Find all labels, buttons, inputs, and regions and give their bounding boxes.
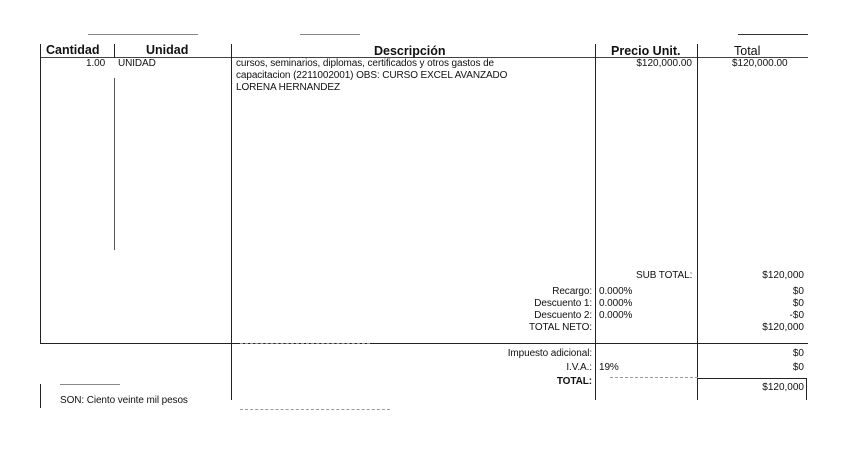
total-dashed-line — [610, 377, 698, 378]
iva-pct: 19% — [599, 362, 619, 373]
item-total: $120,000.00 — [732, 58, 788, 69]
header-descripcion: Descripción — [374, 44, 446, 58]
bottom-left-border — [40, 384, 41, 408]
iva-label: I.V.A.: — [566, 362, 592, 373]
header-cantidad: Cantidad — [46, 43, 100, 57]
impuesto-adicional-value: $0 — [792, 348, 804, 359]
item-descripcion-line-3: LORENA HERNANDEZ — [236, 82, 340, 93]
header-top-faint-line-3 — [738, 34, 808, 35]
iva-value: $0 — [792, 362, 804, 373]
unidad-col-left-border — [114, 44, 115, 58]
neto-dashed-line — [240, 343, 370, 344]
total-top-line — [697, 378, 807, 379]
son-amount-in-words: SON: Ciento veinte mil pesos — [60, 395, 188, 406]
descuento2-value: -$0 — [789, 310, 804, 321]
recargo-value: $0 — [792, 286, 804, 297]
descripcion-col-left-border — [231, 44, 232, 400]
subtotal-value: $120,000 — [762, 270, 804, 281]
left-border — [40, 44, 41, 344]
header-precio-unit: Precio Unit. — [611, 44, 681, 58]
recargo-pct: 0.000% — [599, 286, 633, 297]
header-unidad: Unidad — [146, 43, 189, 57]
header-total: Total — [734, 44, 761, 58]
subtotal-label: SUB TOTAL: — [636, 270, 693, 281]
son-dashed-line — [240, 409, 390, 410]
recargo-label: Recargo: — [552, 286, 592, 297]
item-descripcion-line-1: cursos, seminarios, diplomas, certificados y otros gastos de — [236, 58, 494, 69]
item-descripcion-line-2: capacitacion (2211002001) OBS: CURSO EXCEL AVANZADO — [236, 70, 508, 81]
descuento1-value: $0 — [792, 298, 804, 309]
total-neto-value: $120,000 — [762, 322, 804, 333]
total-value: $120,000 — [762, 382, 804, 393]
descuento2-pct: 0.000% — [599, 310, 633, 321]
cantidad-unidad-divider — [114, 78, 115, 250]
header-top-faint-line — [88, 34, 198, 35]
total-col-left-border — [697, 44, 698, 400]
bottom-left-faint-line — [60, 384, 120, 385]
descuento1-label: Descuento 1: — [534, 298, 592, 309]
item-unidad: UNIDAD — [118, 58, 156, 69]
item-precio-unit: $120,000.00 — [636, 58, 692, 69]
right-border-total — [806, 378, 807, 400]
precio-col-left-border — [595, 44, 596, 400]
header-top-faint-line-2 — [300, 34, 360, 35]
item-cantidad: 1.00 — [86, 58, 106, 69]
total-neto-underline — [40, 343, 808, 344]
descuento1-pct: 0.000% — [599, 298, 633, 309]
impuesto-adicional-label: Impuesto adicional: — [507, 348, 592, 359]
total-neto-label: TOTAL NETO: — [529, 322, 592, 333]
descuento2-label: Descuento 2: — [534, 310, 592, 321]
total-label: TOTAL: — [556, 376, 592, 387]
